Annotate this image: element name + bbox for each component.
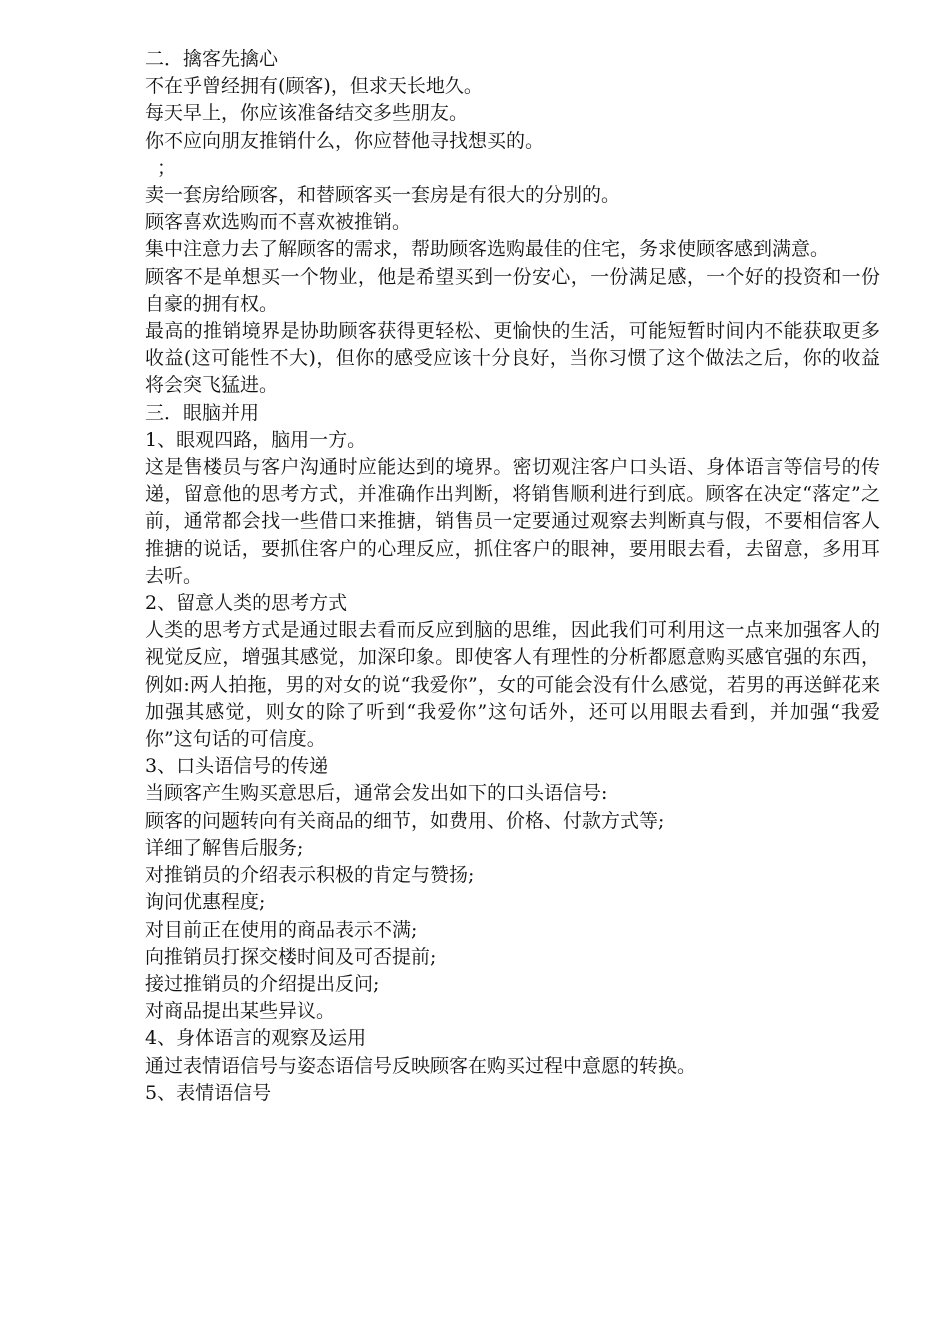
subheading: 3、口头语信号的传递 — [145, 755, 329, 778]
list-item: 顾客的问题转向有关商品的细节，如费用、价格、付款方式等; — [145, 809, 665, 832]
section-heading: 二．擒客先擒心 — [145, 48, 279, 70]
subheading: 5、表情语信号 — [145, 1081, 272, 1104]
paragraph: 这是售楼员与客户沟通时应能达到的境界。密切观注客户口头语、身体语言等信号的传递，留意他的思考方式，并准确作出判断，将销售顺利进行到底。顾客在决定“落定”之前，通常都会找一些借口来推搪，销售员一定要通过观察去判断真与假，不要相信客人推搪的说话，要抓住客户的心理反应，抓住客户的眼神，要用眼去看，去留意，多用耳去听。 — [145, 456, 880, 587]
paragraph: 卖一套房给顾客，和替顾客买一套房是有很大的分别的。 — [145, 184, 621, 207]
section-heading: 三．眼脑并用 — [145, 401, 260, 424]
paragraph: 每天早上，你应该准备结交多些朋友。 — [145, 102, 469, 125]
paragraph: ； — [157, 156, 177, 179]
list-item: 对推销员的介绍表示积极的肯定与赞扬; — [145, 864, 475, 887]
list-item: 详细了解售后服务; — [145, 836, 304, 859]
subheading: 4、身体语言的观察及运用 — [145, 1027, 367, 1050]
paragraph: 你不应向朋友推销什么，你应替他寻找想买的。 — [145, 129, 545, 152]
subheading: 1、眼观四路，脑用一方。 — [145, 428, 367, 451]
list-item: 对商品提出某些异议。 — [145, 1000, 336, 1023]
list-item: 向推销员打探交楼时间及可否提前; — [145, 945, 437, 968]
paragraph: 当顾客产生购买意思后，通常会发出如下的口头语信号: — [145, 782, 608, 805]
subheading: 2、留意人类的思考方式 — [145, 592, 348, 615]
paragraph: 集中注意力去了解顾客的需求，帮助顾客选购最佳的住宅，务求使顾客感到满意。 — [145, 238, 830, 261]
document-body — [145, 46, 880, 1107]
paragraph: 顾客喜欢选购而不喜欢被推销。 — [145, 211, 412, 234]
paragraph: 人类的思考方式是通过眼去看而反应到脑的思维，因此我们可利用这一点来加强客人的视觉反应，增强其感觉，加深印象。即使客人有理性的分析都愿意购买感官强的东西，例如:两人拍拖，男的对女的说“我爱你”，女的可能会没有什么感觉，若男的再送鲜花来加强其感觉，则女的除了听到“我爱你”这句话外，还可以用眼去看到，并加强“我爱你”这句话的可信度。 — [145, 619, 880, 751]
paragraph: 不在乎曾经拥有(顾客)，但求天长地久。 — [145, 75, 483, 98]
paragraph: 顾客不是单想买一个物业，他是希望买到一份安心，一份满足感，一个好的投资和一份自豪的拥有权。 — [145, 265, 880, 315]
list-item: 接过推销员的介绍提出反问; — [145, 972, 380, 995]
list-item: 询问优惠程度; — [145, 891, 266, 914]
list-item: 对目前正在使用的商品表示不满; — [145, 918, 418, 941]
paragraph: 最高的推销境界是协助顾客获得更轻松、更愉快的生活，可能短暂时间内不能获取更多收益(这可能性不大)，但你的感受应该十分良好，当你习惯了这个做法之后，你的收益将会突飞猛进。 — [145, 320, 880, 397]
paragraph: 通过表情语信号与姿态语信号反映顾客在购买过程中意愿的转换。 — [145, 1054, 697, 1077]
